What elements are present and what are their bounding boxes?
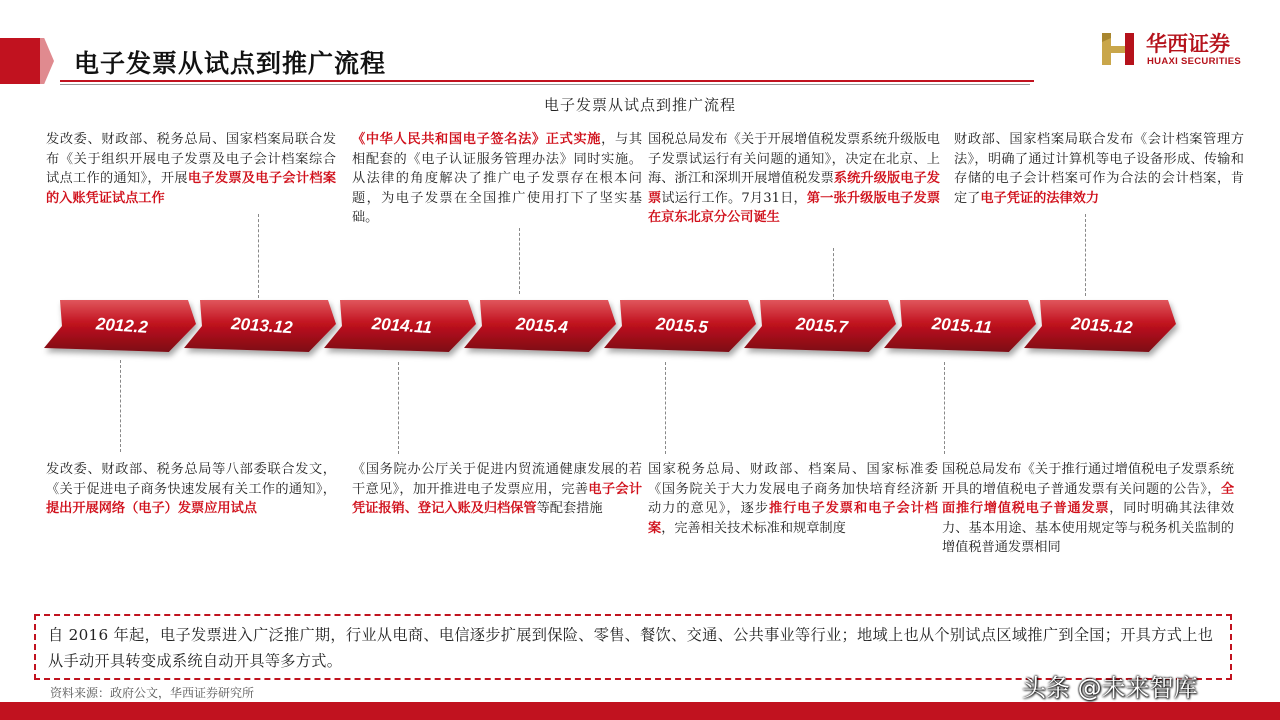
huaxi-logo-icon	[1100, 30, 1138, 68]
diagram-title: 电子发票从试点到推广流程	[543, 96, 736, 114]
timeline-node	[604, 300, 756, 352]
timeline-date-label: 2012.2	[95, 314, 149, 337]
source-note: 资料来源：政府公文，华西证券研究所	[50, 686, 255, 700]
connector-2015-11	[944, 362, 945, 454]
note-highlight: 电子凭证的法律效力	[980, 190, 1100, 206]
note-2015-12: 财政部、国家档案局联合发布《会计档案管理方法》，明确了通过计算机等电子设备形成、传输和存储的电子会计档案可作为合法的会计档案，肯定了电子凭证的法律效力	[954, 132, 1244, 206]
logo-name-en: HUAXI SECURITIES	[1147, 56, 1242, 67]
header-divider	[60, 80, 1034, 82]
note-2015-5: 国家税务总局、财政部、档案局、国家标准委《国务院关于大力发展电子商务加快培育经济新动力的意见》，逐步推行电子发票和电子会计档案，完善相关技术标准和规章制度	[648, 462, 938, 536]
logo-name-cn: 华西证券	[1146, 32, 1230, 56]
watermark: 头条 @未来智库	[1022, 674, 1198, 702]
timeline-node	[884, 300, 1036, 352]
page-title: 电子发票从试点到推广流程	[74, 49, 387, 78]
timeline-date-label: 2014.11	[371, 314, 433, 338]
note-highlight: 提出开展网络（电子）发票应用试点	[46, 501, 257, 516]
note-highlight: 系统升级版电子发票	[648, 171, 940, 206]
note-2013-12: 发改委、财政部、税务总局、国家档案局联合发布《关于组织开展电子发票及电子会计档案综合试点工作的通知》，开展电子发票及电子会计档案的入账凭证试点工作	[46, 132, 337, 206]
connector-2015-5	[665, 362, 666, 454]
header-divider-thin	[60, 84, 1030, 85]
note-2014-11: 《国务院办公厅关于促进内贸流通健康发展的若干意见》，加开推进电子发票应用，完善电子会计凭证报销、登记入账及归档保管等配套措施	[352, 462, 643, 516]
note-highlight: 第一张升级版电子发票在京东北京分公司诞生	[648, 190, 941, 225]
note-2015-4: 《中华人民共和国电子签名法》正式实施，与其相配套的《电子认证服务管理办法》同时实施。从法律的角度解决了推广电子发票存在根本问题，为电子发票在全国推广使用打下了坚实基础。	[352, 132, 643, 225]
connector-2012-2	[120, 360, 121, 452]
timeline-node	[744, 300, 896, 352]
timeline-date-label: 2015.12	[1070, 314, 1134, 338]
note-2015-7: 国税总局发布《关于开展增值税发票系统升级版电子发票试运行有关问题的通知》，决定在北京、上海、浙江和深圳开展增值税发票系统升级版电子发票试运行工作。7月31日，第一张升级版电子发票在京东北京分公司诞生	[648, 132, 941, 225]
note-2015-11: 国税总局发布《关于推行通过增值税电子发票系统开具的增值税电子普通发票有关问题的公告》，全面推行增值税电子普通发票，同时明确其法律效力、基本用途、基本使用规定等与税务机关监制的增值税普通发票相同	[942, 462, 1235, 555]
timeline-date-label: 2015.4	[515, 314, 569, 337]
note-2012-2: 发改委、财政部、税务总局等八部委联合发文，《关于促进电子商务快速发展有关工作的通知》，提出开展网络（电子）发票应用试点	[46, 462, 336, 516]
timeline-arrows	[44, 300, 1176, 352]
note-highlight: 推行电子发票和电子会计档案	[648, 501, 938, 536]
timeline-date-label: 2013.12	[230, 314, 294, 338]
timeline-node	[464, 300, 616, 352]
timeline-date-label: 2015.11	[931, 314, 993, 338]
footer-bar	[0, 702, 1280, 720]
timeline-node	[184, 300, 336, 352]
summary-text: 自 2016 年起，电子发票进入广泛推广期，行业从电商、电信逐步扩展到保险、零售、餐饮、交通、公共事业等行业；地域上也从个别试点区域推广到全国；开具方式上也从手动开具转变成系统自动开具等多方式。	[48, 626, 1214, 670]
header-accent-stripe	[40, 38, 54, 84]
timeline-node	[1024, 300, 1176, 352]
timeline	[0, 280, 1280, 370]
timeline-node	[324, 300, 476, 352]
note-highlight: 电子发票及电子会计档案的入账凭证试点工作	[46, 171, 337, 206]
timeline-node	[44, 300, 196, 352]
timeline-date-label: 2015.7	[795, 314, 849, 337]
note-highlight: 全面推行增值税电子普通发票	[942, 481, 1234, 516]
connector-2014-11	[398, 362, 399, 454]
company-logo	[1100, 28, 1260, 72]
note-highlight: 《中华人民共和国电子签名法》正式实施	[352, 132, 602, 147]
note-highlight: 电子会计凭证报销、登记入账及归档保管	[352, 481, 643, 516]
timeline-date-label: 2015.5	[655, 314, 709, 337]
